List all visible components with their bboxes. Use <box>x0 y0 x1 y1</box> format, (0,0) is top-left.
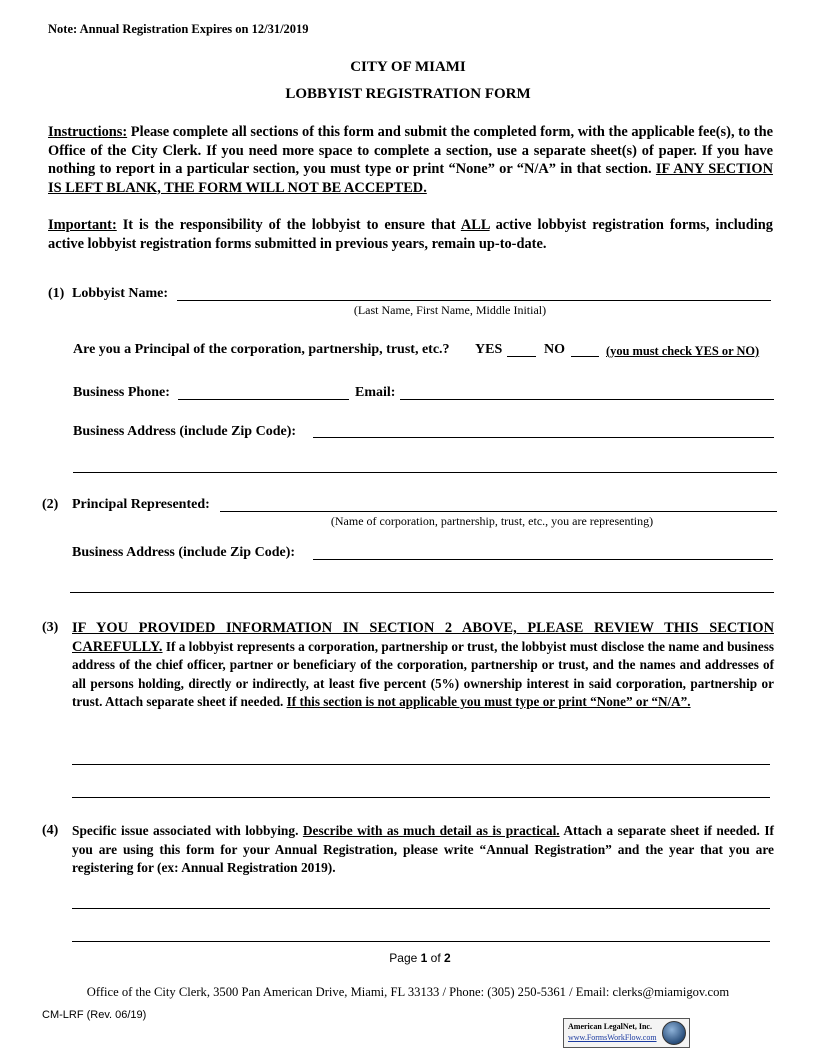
globe-icon <box>662 1021 686 1045</box>
section-2-number: (2) <box>42 497 59 512</box>
email-field[interactable] <box>400 399 774 400</box>
no-checkbox-line[interactable] <box>571 356 599 357</box>
logo-company-name: American LegalNet, Inc. <box>568 1022 652 1031</box>
city-title: CITY OF MIAMI <box>350 59 466 75</box>
page-number <box>0 951 816 965</box>
expiration-note: Note: Annual Registration Expires on 12/31/2019 <box>48 22 309 36</box>
business-address-field-1b[interactable] <box>73 472 777 473</box>
section-3-line-1[interactable] <box>72 764 770 765</box>
lobbyist-name-label: Lobbyist Name: <box>72 286 169 301</box>
section-3-line-2[interactable] <box>72 797 770 798</box>
section-4-line-2[interactable] <box>72 941 770 942</box>
page-current: 1 <box>420 951 428 965</box>
section-4-detail: Describe with as much detail as is practical. <box>302 823 560 838</box>
important-label: Important: <box>48 217 117 233</box>
lobbyist-name-field[interactable] <box>177 300 771 301</box>
instructions-paragraph <box>48 123 773 197</box>
instructions-text: Please complete all sections of this form and submit the completed form, with the applicable fee(s), to the Office of the City Clerk. If you need more space to complete a section, use a separate sheet(s) of paper. If you have nothing to report in a particular section, you must type or print “None” or “N/A” in that section. <box>48 124 773 177</box>
principal-represented-label: Principal Represented: <box>72 497 210 512</box>
business-address-label-1: Business Address (include Zip Code): <box>73 424 297 439</box>
form-code: CM-LRF (Rev. 06/19) <box>42 1009 147 1021</box>
section-3-heading: IF YOU PROVIDED INFORMATION IN SECTION 2 ABOVE, PLEASE REVIEW THIS SECTION CAREFULLY. <box>72 620 774 655</box>
logo-url: www.FormsWorkFlow.com <box>568 1033 657 1042</box>
important-text-b: active lobbyist registration forms, including active lobbyist registration forms submitted in previous years, remain up-to-date. <box>48 217 773 252</box>
principal-represented-field[interactable] <box>220 511 777 512</box>
american-legalnet-logo <box>563 1018 690 1048</box>
page-prefix: Page <box>389 951 421 965</box>
yes-checkbox-line[interactable] <box>507 356 536 357</box>
yes-label: YES <box>475 342 503 357</box>
section-4-line-1[interactable] <box>72 908 770 909</box>
section-3-text <box>72 619 774 712</box>
check-hint <box>606 344 759 359</box>
important-text-a: It is the responsibility of the lobbyist to ensure that <box>116 217 461 233</box>
principal-question: Are you a Principal of the corporation, partnership, trust, etc.? <box>73 342 450 357</box>
email-label: Email: <box>355 385 396 400</box>
lobbyist-name-hint: (Last Name, First Name, Middle Initial) <box>353 303 547 317</box>
form-title: LOBBYIST REGISTRATION FORM <box>285 86 531 102</box>
business-phone-label: Business Phone: <box>73 385 170 400</box>
business-phone-field[interactable] <box>178 399 349 400</box>
important-all: ALL <box>460 217 490 233</box>
business-address-label-2: Business Address (include Zip Code): <box>72 545 296 560</box>
section-4-text-b: Attach a separate sheet if needed. If you are using this form for your Annual Registration, please write “Annual Registration” and the year that you are registering for (ex: Annual Registration 2019). <box>72 823 774 876</box>
section-1-number: (1) <box>48 286 65 301</box>
business-address-field-2[interactable] <box>313 559 773 560</box>
office-address: Office of the City Clerk, 3500 Pan American Drive, Miami, FL 33133 / Phone: (305) 250-5361 / Email: clerks@miamigov.com <box>86 985 730 999</box>
section-4-number: (4) <box>42 823 59 838</box>
business-address-field-1[interactable] <box>313 437 774 438</box>
instructions-label: Instructions: <box>48 124 128 140</box>
section-4-text-a: Specific issue associated with lobbying. <box>72 823 303 838</box>
business-address-field-2b[interactable] <box>70 592 774 593</box>
important-paragraph <box>48 216 773 253</box>
check-hint-text: (you must check YES or NO) <box>606 344 760 358</box>
page-total: 2 <box>444 951 451 965</box>
page-of: of <box>427 951 445 965</box>
section-3-note: If this section is not applicable you must type or print “None” or “N/A”. <box>286 694 691 710</box>
section-3-number: (3) <box>42 620 59 635</box>
instructions-warning: IF ANY SECTION IS LEFT BLANK, THE FORM WILL NOT BE ACCEPTED. <box>48 161 773 196</box>
section-4-text <box>72 822 774 878</box>
no-label: NO <box>544 342 565 357</box>
principal-represented-hint: (Name of corporation, partnership, trust, etc., you are representing) <box>330 514 654 528</box>
section-3-body: If a lobbyist represents a corporation, partnership or trust, the lobbyist must disclose the name and business address of the chief officer, partner or beneficiary of the corporation, partnership or trust, and the names and addresses of all persons holding, directly or indirectly, at least five percent (5%) ownership interest in said corporation, partnership or trust. Attach separate sheet if needed. <box>72 638 774 710</box>
